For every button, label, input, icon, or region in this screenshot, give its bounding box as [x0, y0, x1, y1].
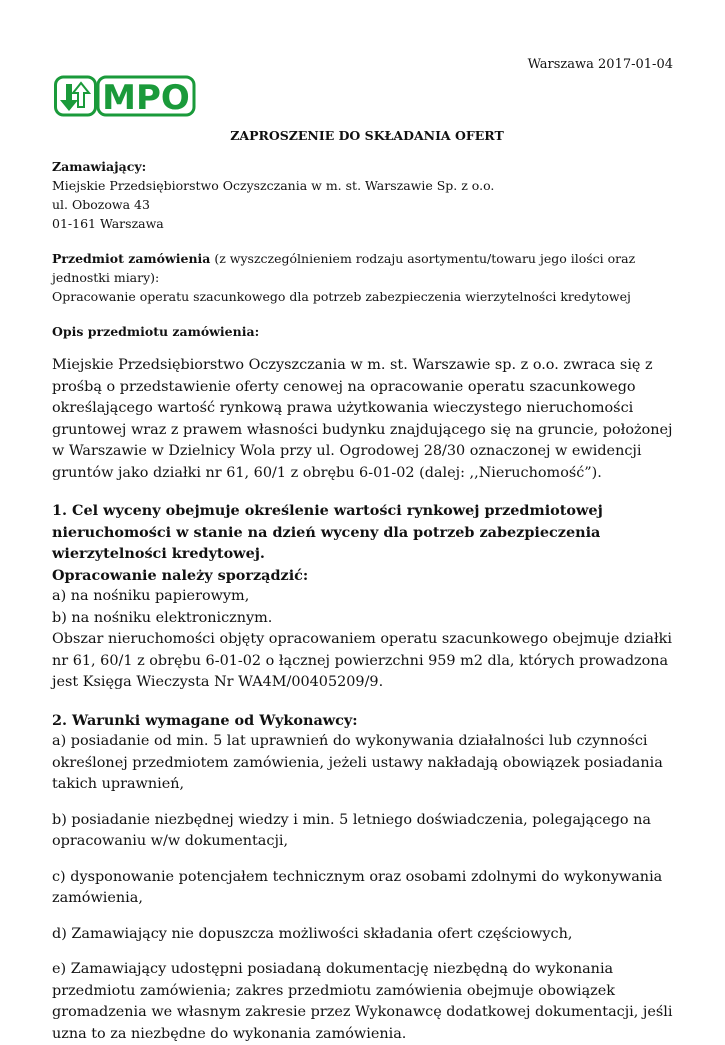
section1-subheading: Opracowanie należy sporządzić: [52, 566, 309, 584]
subject-label: Przedmiot zamówienia [52, 251, 211, 266]
section1-item: b) na nośniku elektronicznym. [52, 609, 273, 626]
orderer-label: Zamawiający: [52, 159, 147, 174]
section1-heading: 1. Cel wyceny obejmuje określenie wartości rynkowej przedmiotowej nieruchomości w stanie na dzień wyceny dla potrzeb zabezpieczenia wierzytelności kredytowej. [52, 502, 603, 562]
section2-item: a) posiadanie od min. 5 lat uprawnień do wykonywania działalności lub czynności określonej przedmiotem zamówienia, jeżeli ustawy nakładają obowiązek posiadania takich uprawnień, [52, 733, 663, 792]
page-title: ZAPROSZENIE DO SKŁADANIA OFERT [230, 128, 504, 143]
section2-heading: 2. Warunki wymagane od Wykonawcy: [52, 711, 358, 729]
section2-item: c) dysponowanie potencjałem technicznym oraz osobami zdolnymi do wykonywania zamówienia, [52, 868, 663, 906]
mpo-logo [54, 74, 196, 118]
section1-item: a) na nośniku papierowym, [52, 588, 250, 604]
section1-text: Obszar nieruchomości objęty opracowaniem operatu szacunkowego obejmuje działki nr 61, 60/1 z obrębu 6-01-02 o łącznej powierzchni 959 m2 dla, których prowadzona jest Księga Wieczysta Nr WA4M/00405209/9. [52, 631, 672, 690]
subject-text: Opracowanie operatu szacunkowego dla potrzeb zabezpieczenia wierzytelności kredytowej [52, 289, 631, 304]
orderer-city: 01-161 Warszawa [52, 216, 164, 231]
orderer-street: ul. Obozowa 43 [52, 197, 150, 212]
description-label: Opis przedmiotu zamówienia: [52, 324, 260, 339]
document-body [52, 128, 682, 1045]
orderer-block [52, 157, 682, 233]
document-date: Warszawa 2017-01-04 [527, 57, 673, 72]
section2-item: d) Zamawiający nie dopuszcza możliwości składania ofert częściowych, [52, 925, 573, 942]
section2-item: e) Zamawiający udostępni posiadaną dokumentację niezbędną do wykonania przedmiotu zamówienia; zakres przedmiotu zamówienia obejmuje obowiązek gromadzenia we własnym zakresie przez Wykonawcę dodatkowej dokumentacji, jeśli uzna to za niezbędne do wykonania zamówienia. [52, 961, 673, 1042]
subject-block [52, 249, 682, 306]
description-text: Miejskie Przedsiębiorstwo Oczyszczania w m. st. Warszawie sp. z o.o. zwraca się z prośbą o przedstawienie oferty cenowej na opracowanie operatu szacunkowego określającego wartość rynkową prawa użytkowania wieczystego nieruchomości gruntowej wraz z prawem własności budynku znajdującego się na gruncie, położonej w Warszawie w Dzielnicy Wola przy ul. Ogrodowej 28/30 oznaczonej w ewidencji gruntów jako działki nr 61, 60/1 z obrębu 6-01-02 (dalej: ,,Nieruchomość”). [52, 357, 673, 481]
section2-item: b) posiadanie niezbędnej wiedzy i min. 5 letniego doświadczenia, polegającego na opracowaniu w/w dokumentacji, [52, 811, 652, 849]
logo-text: MPO [102, 78, 190, 118]
orderer-name: Miejskie Przedsiębiorstwo Oczyszczania w m. st. Warszawie Sp. z o.o. [52, 178, 495, 193]
subject-note: (z wyszczególnieniem rodzaju asortymentu/towaru jego ilości oraz jednostki miary): [52, 251, 636, 285]
